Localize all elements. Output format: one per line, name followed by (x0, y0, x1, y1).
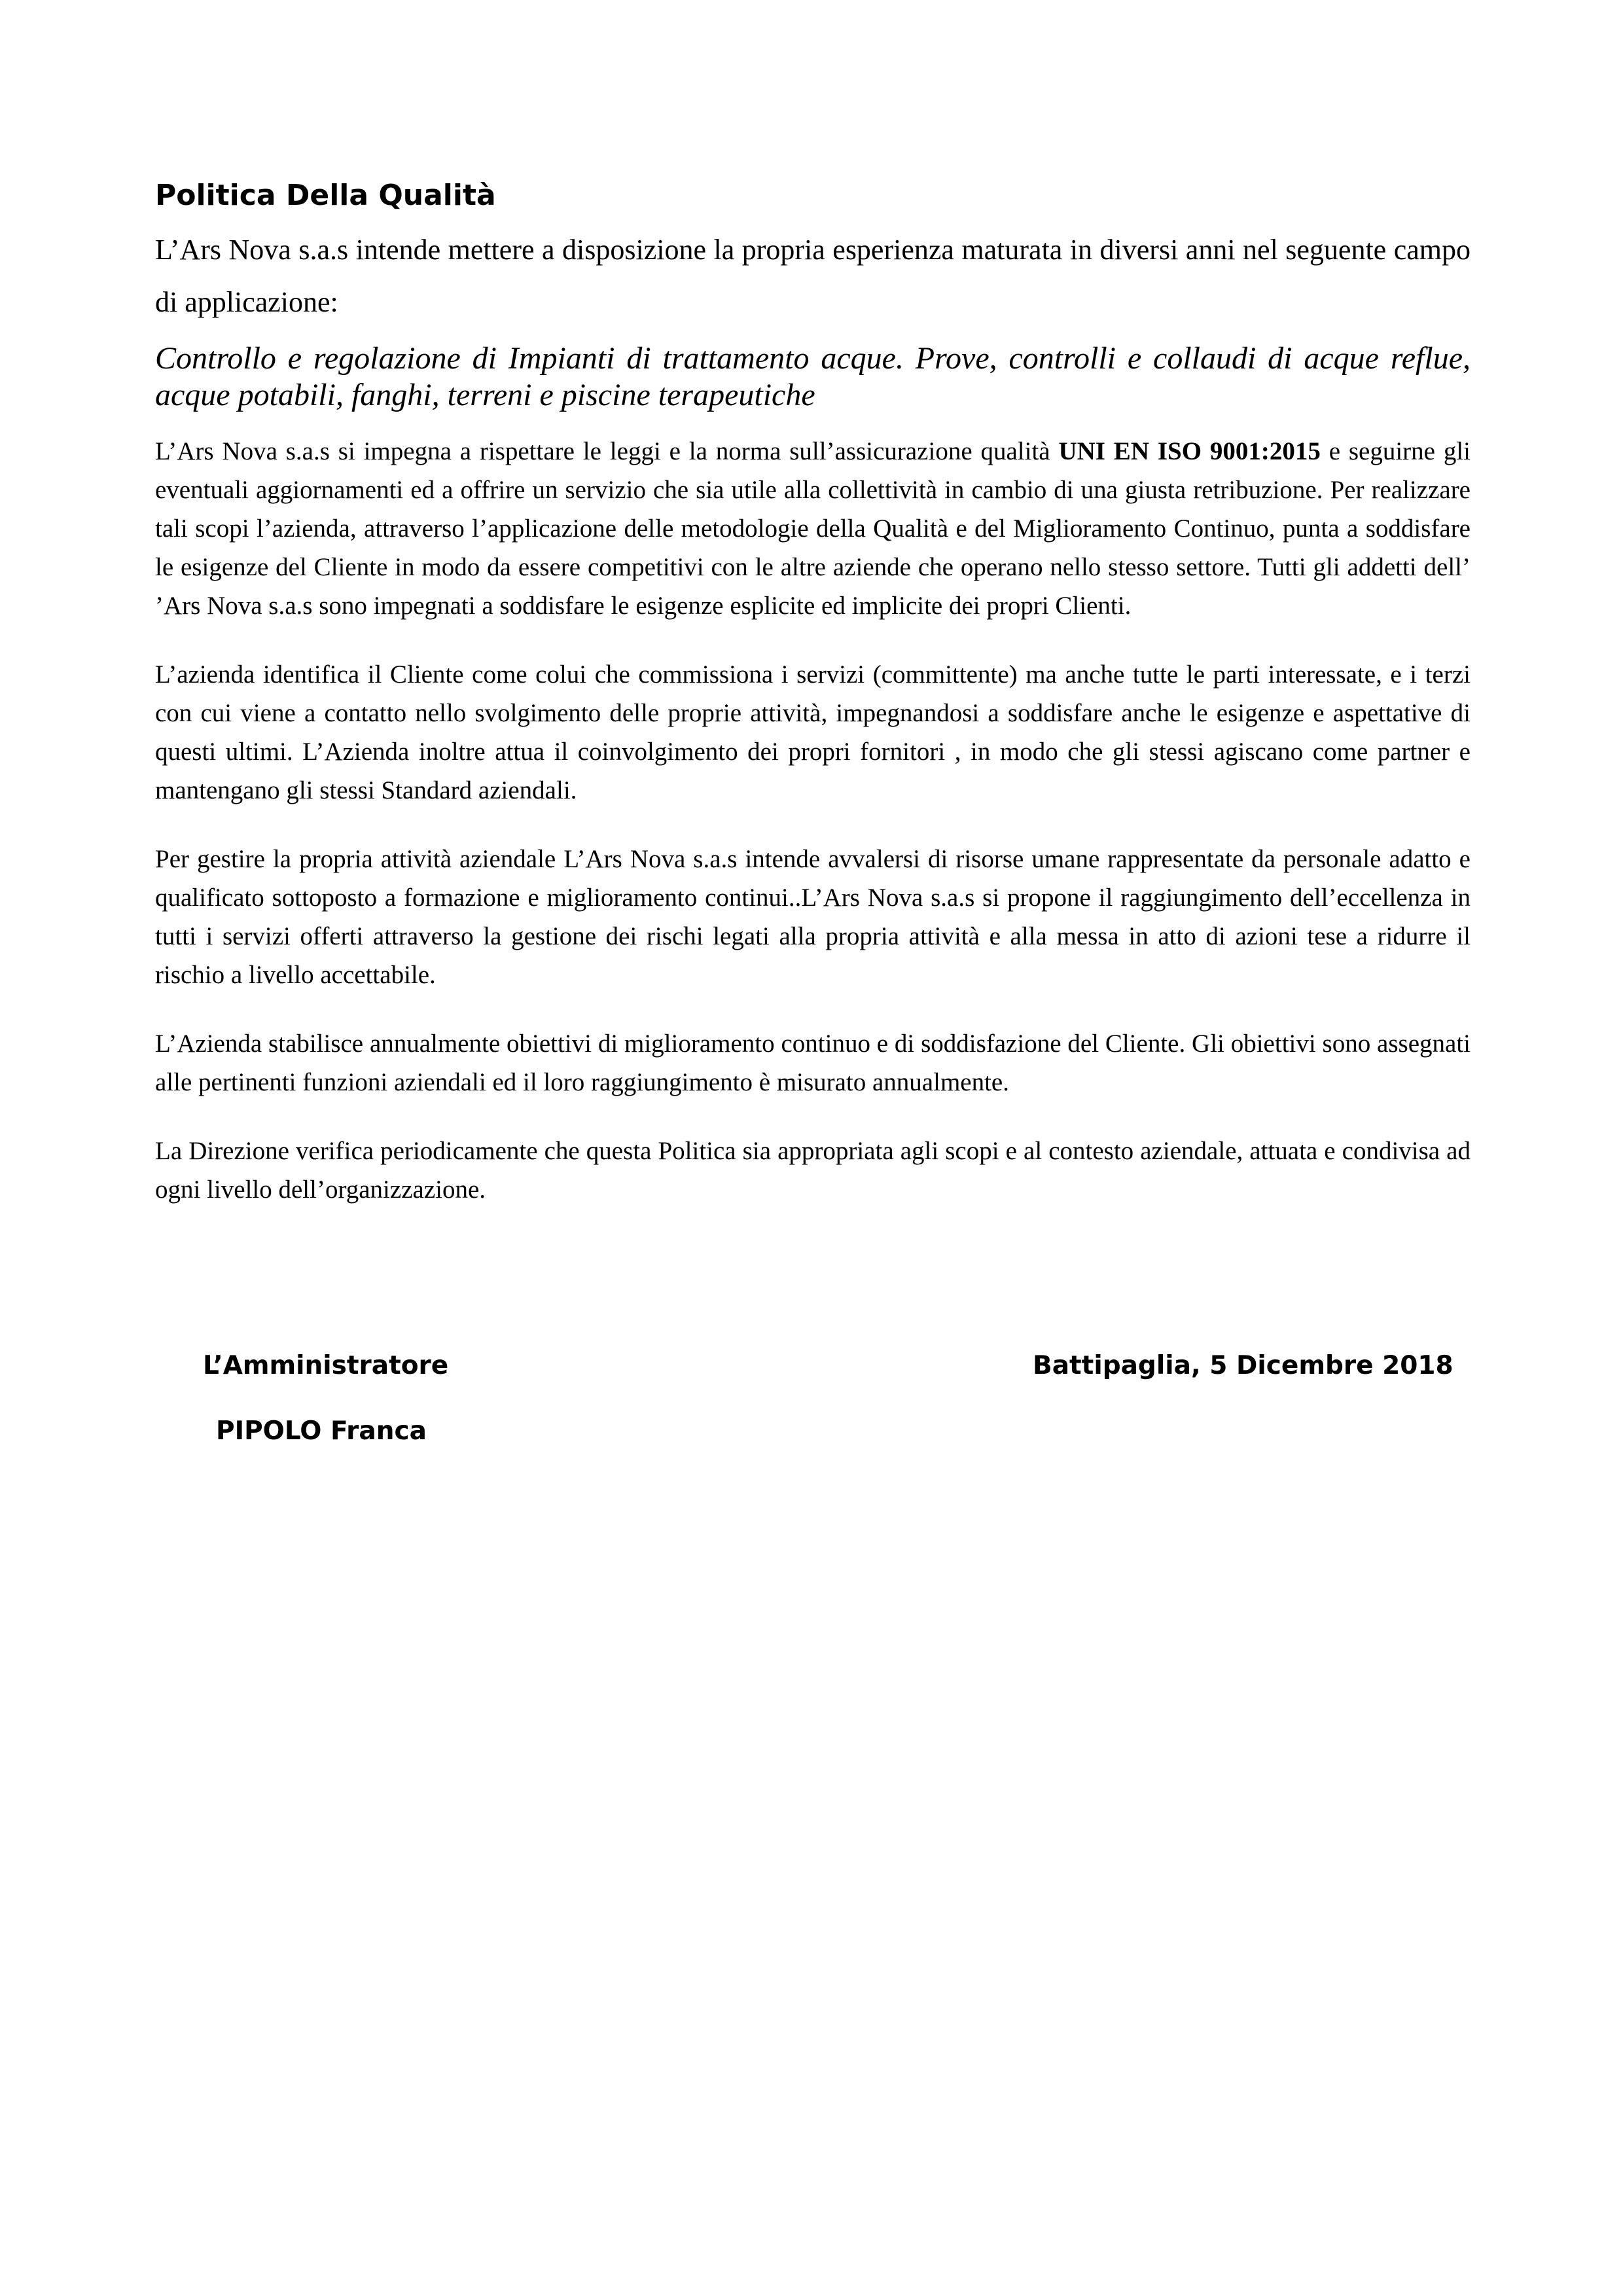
signature-name: PIPOLO Franca (216, 1416, 427, 1446)
place-and-date: Battipaglia, 5 Dicembre 2018 (1033, 1351, 1454, 1380)
client-paragraph: L’azienda identifica il Cliente come colui che commissiona i servizi (committente) ma anche tutte le parti interessate, e i terzi con cui viene a contatto nello svolgimento delle proprie attività, impegnandosi a soddisfare anche le esigenze e aspettative di questi ultimi. L’Azienda inoltre attua il coinvolgimento dei propri fornitori , in modo che gli stessi agiscano come partner e mantengano gli stessi Standard aziendali. (155, 660, 1471, 804)
objectives-paragraph: L’Azienda stabilisce annualmente obiettivi di miglioramento continuo e di soddisfazione del Cliente. Gli obiettivi sono assegnati alle pertinenti funzioni aziendali ed il loro raggiungimento è misurato annualmente. (155, 1030, 1471, 1096)
iso-standard-label: UNI EN ISO 9001:2015 (1058, 437, 1321, 465)
document-title: Politica Della Qualità (155, 179, 496, 212)
resources-paragraph: Per gestire la propria attività aziendale L’Ars Nova s.a.s intende avvalersi di risorse umane rappresentate da personale adatto e qualificato sottoposto a formazione e miglioramento continui..L’Ars Nova s.a.s si propone il raggiungimento dell’eccellenza in tutti i servizi offerti attraverso la gestione dei rischi legati alla propria attività e alla messa in atto di azioni tese a ridurre il rischio a livello accettabile. (155, 845, 1471, 989)
commitment-text-start: L’Ars Nova s.a.s si impegna a rispettare le leggi e la norma sull’assicurazione qualità (155, 437, 1059, 465)
document-body (155, 177, 1471, 1239)
review-paragraph: La Direzione verifica periodicamente che questa Politica sia appropriata agli scopi e al contesto aziendale, attuata e condivisa ad ogni livello dell’organizzazione. (155, 1137, 1471, 1204)
signature-role: L’Amministratore (203, 1351, 449, 1380)
commitment-text-end: e seguirne gli eventuali aggiornamenti ed a offrire un servizio che sia utile alla collettività in cambio di una giusta retribuzione. Per realizzare tali scopi l’azienda, attraverso l’applicazione delle metodologie della Qualità e del Miglioramento Continuo, punta a soddisfare le esigenze del Cliente in modo da essere competitivi con le altre aziende che operano nello stesso settore. Tutti gli addetti dell’ ’Ars Nova s.a.s sono impegnati a soddisfare le esigenze esplicite ed implicite dei propri Clienti. (155, 437, 1471, 620)
intro-paragraph: L’Ars Nova s.a.s intende mettere a disposizione la propria esperienza maturata in diversi anni nel seguente campo di applicazione: (155, 234, 1471, 318)
commitment-paragraph (155, 432, 1471, 625)
scope-of-application: Controllo e regolazione di Impianti di trattamento acque. Prove, controlli e collaudi di acque reflue, acque potabili, fanghi, terreni e piscine terapeutiche (155, 341, 1471, 412)
